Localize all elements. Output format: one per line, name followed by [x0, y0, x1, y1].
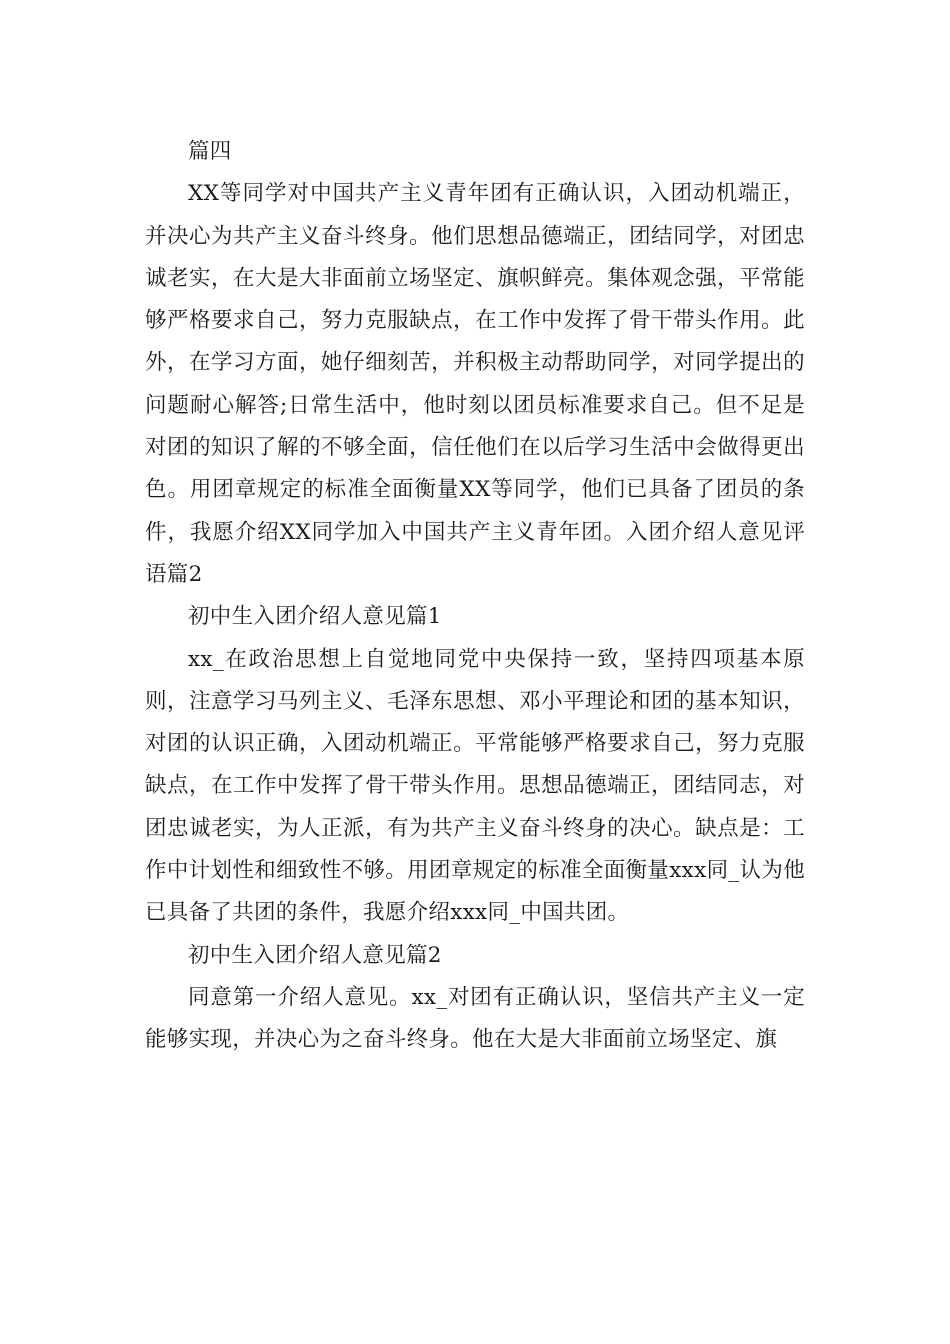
- section-heading: 篇四: [188, 139, 232, 164]
- body-paragraph: XX等同学对中国共产主义青年团有正确认识，入团动机端正，并决心为共产主义奋斗终身。他们思想品德端正，团结同学，对团忠诚老实，在大是大非面前立场坚定、旗帜鲜亮。集体观念强，平常能够严格要求自己，努力克服缺点，在工作中发挥了骨干带头作用。此外，在学习方面，她仔细刻苦，并积极主动帮助同学，对同学提出的问题耐心解答;日常生活中，他时刻以团员标准要求自己。但不足是对团的知识了解的不够全面，信任他们在以后学习生活中会做得更出色。用团章规定的标准全面衡量XX等同学，他们已具备了团员的条件，我愿介绍XX同学加入中国共产主义青年团。入团介绍人意见评语篇2: [145, 181, 805, 587]
- section-heading: 初中生入团介绍人意见篇2: [188, 942, 442, 968]
- body-paragraph: xx_在政治思想上自觉地同党中央保持一致，坚持四项基本原则，注意学习马列主义、毛泽东思想、邓小平理论和团的基本知识，对团的认识正确，入团动机端正。平常能够严格要求自己，努力克服缺点，在工作中发挥了骨干带头作用。思想品德端正，团结同志，对团忠诚老实，为人正派，有为共产主义奋斗终身的决心。缺点是：工作中计划性和细致性不够。用团章规定的标准全面衡量xxx同_认为他已具备了共团的条件，我愿介绍xxx同_中国共团。: [145, 646, 805, 926]
- document-body: [145, 131, 805, 1062]
- body-paragraph: 同意第一介绍人意见。xx_对团有正确认识，坚信共产主义一定能够实现，并决心为之奋斗终身。他在大是大非面前立场坚定、旗: [145, 984, 805, 1053]
- section-heading: 初中生入团介绍人意见篇1: [188, 604, 442, 630]
